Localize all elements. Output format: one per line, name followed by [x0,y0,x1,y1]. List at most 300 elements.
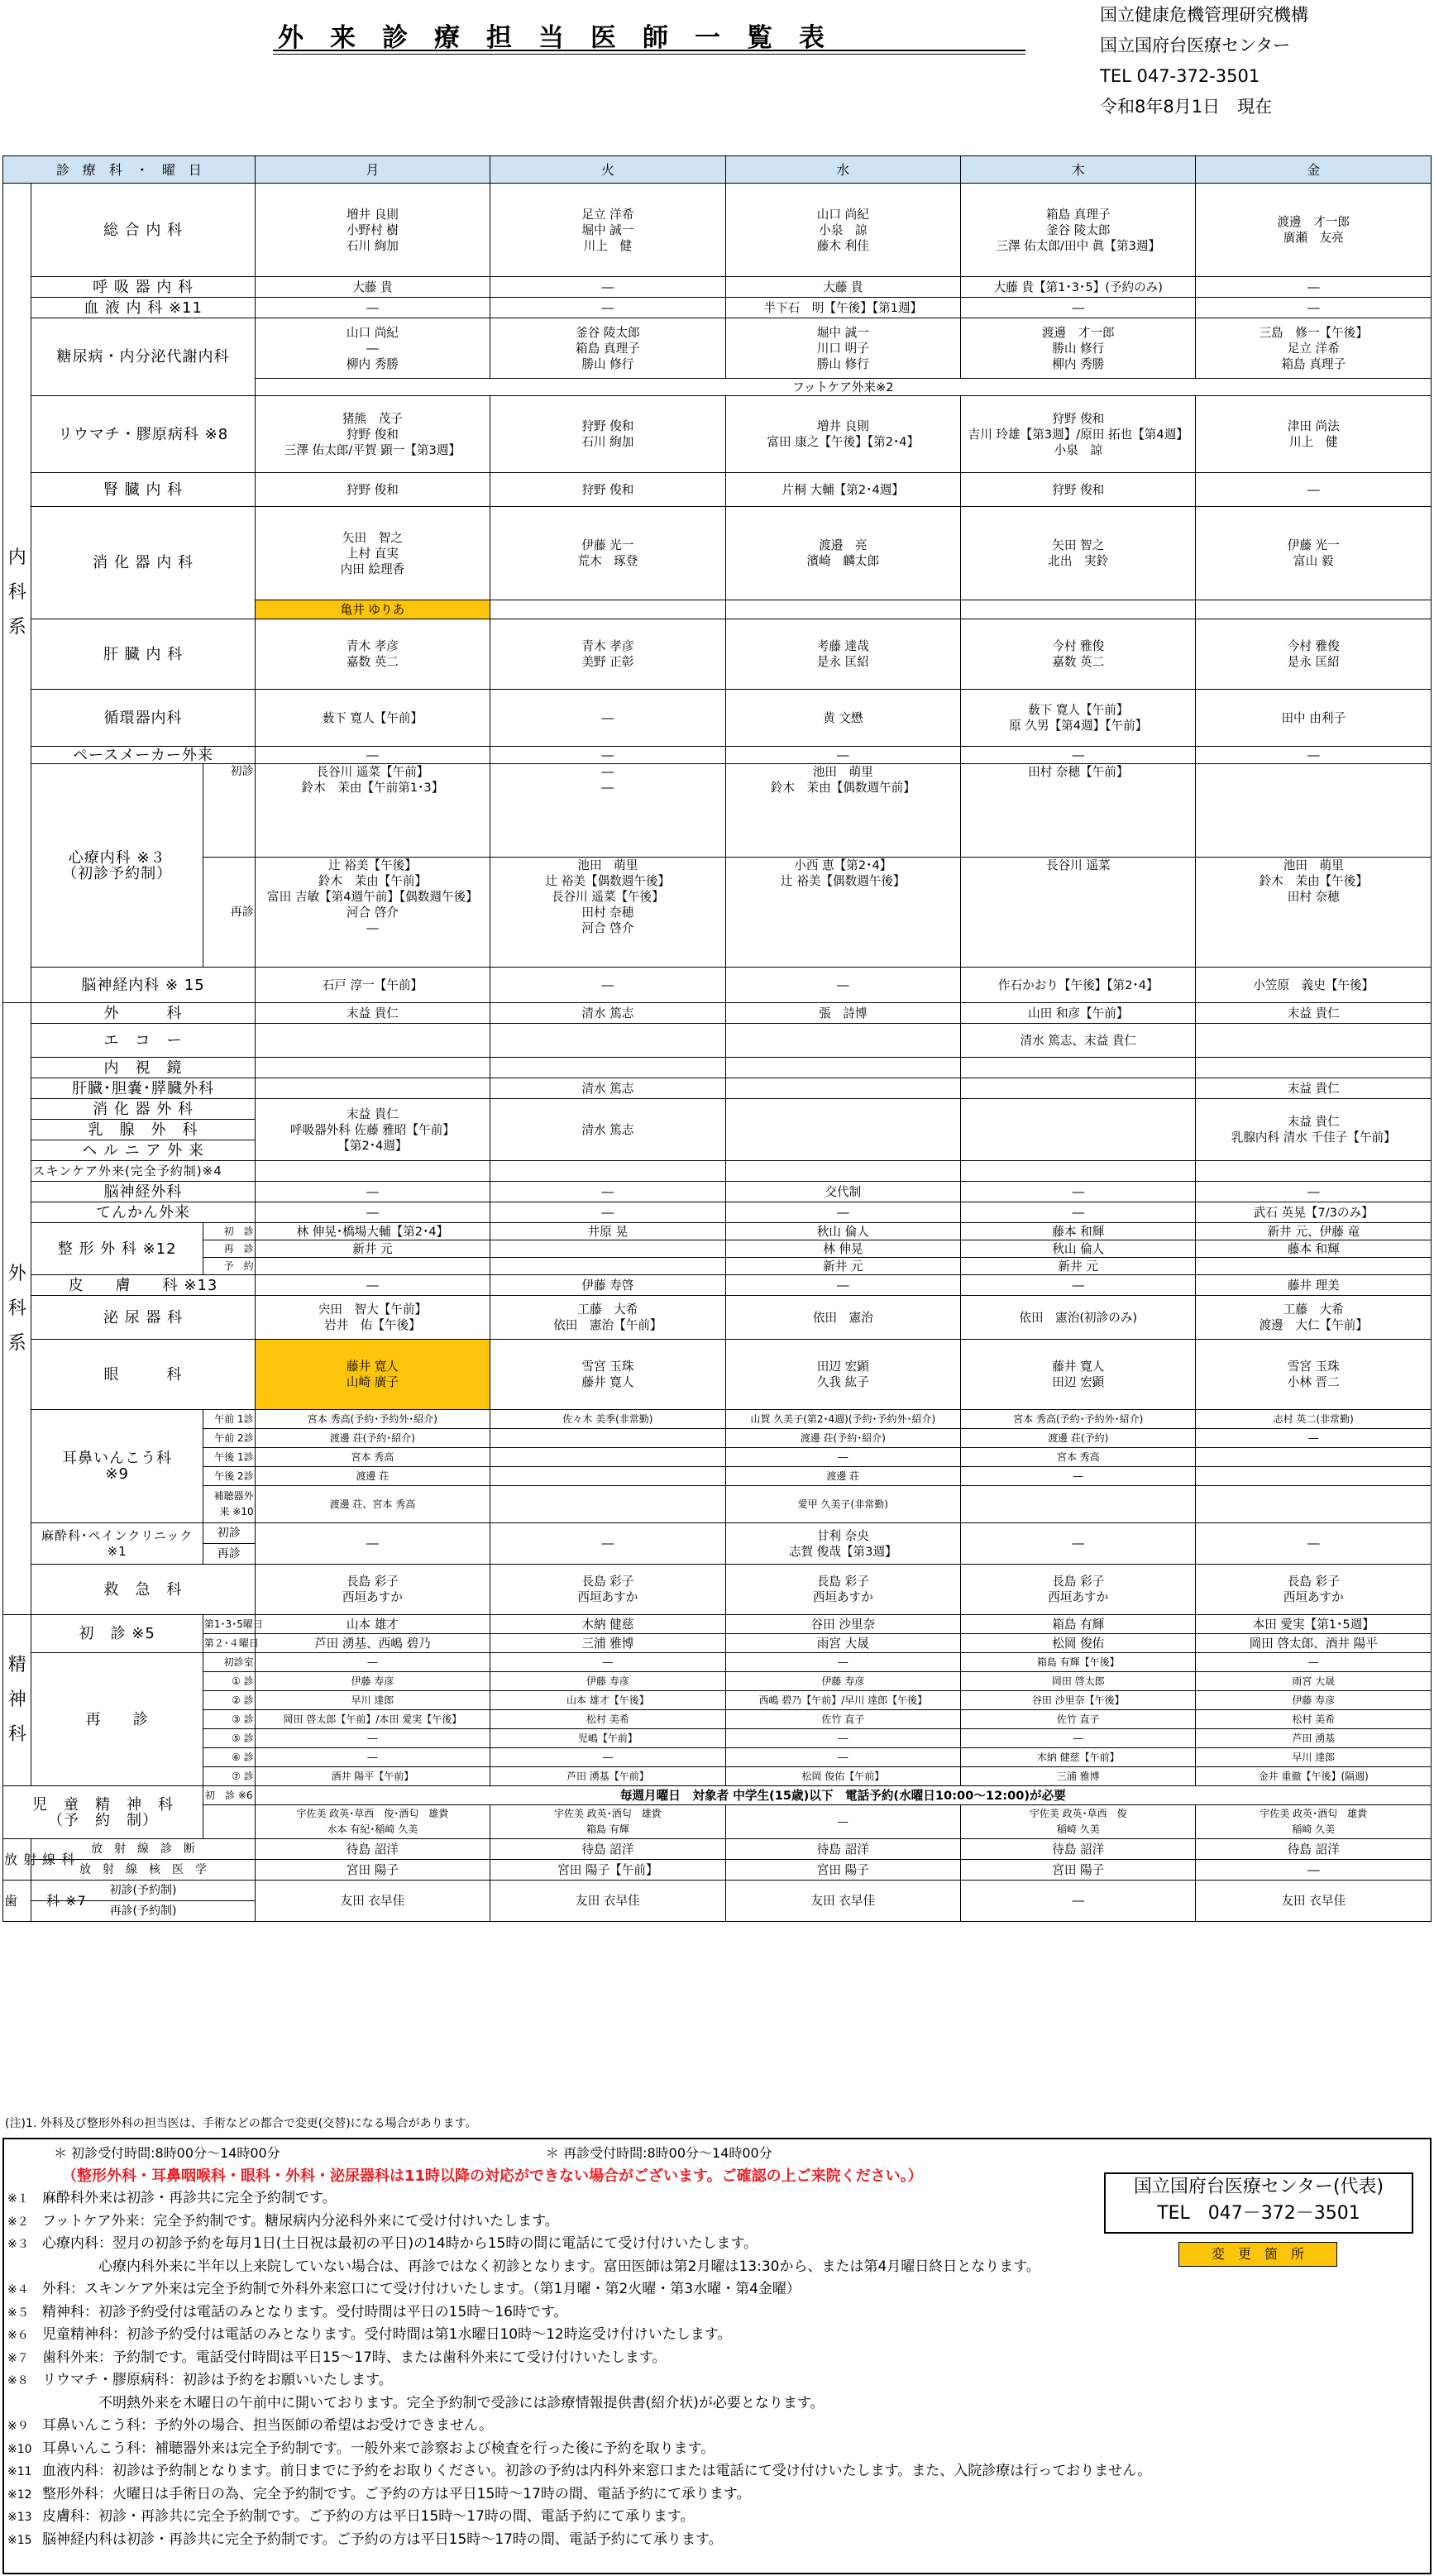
table-cell [1196,1058,1432,1078]
table-row [3,298,1432,318]
table-cell: 西嶋 碧乃【午前】/早川 達郎【午後】 [725,1691,960,1710]
table-cell: 考藤 達哉 是永 匡紹 [725,619,960,690]
table-cell [1196,1024,1432,1058]
table-cell: ― [725,747,960,764]
table-cell: 黄 文懋 [725,690,960,747]
table-row [3,1340,1432,1410]
note-number: ※１ [7,2192,29,2206]
dept-label: 泌 尿 器 科 [31,1296,255,1340]
table-cell: 井原 晃 [490,1223,725,1240]
note-number: ※８ [7,2374,29,2387]
table-cell [255,1258,490,1275]
sub-label: 午後 1診 [203,1448,255,1467]
group-label: 外 科 系 [3,1003,31,1615]
table-cell: 友田 衣早佳 [255,1881,490,1922]
table-cell: 青木 孝彦 美野 正彰 [490,619,725,690]
table-cell [961,1161,1196,1182]
table-cell: ― [255,1653,490,1672]
note-number: ※２ [7,2215,29,2229]
note-item [7,2189,337,2208]
table-cell: 岡田 啓太郎、酒井 陽平 [1196,1634,1432,1653]
table-row [3,1182,1432,1202]
table-cell: 薮下 寛人【午前】 原 久男【第4週】【午前】 [961,690,1196,747]
table-cell: 伊藤 光一 富山 毅 [1196,507,1432,600]
table-cell: 新井 元 [255,1240,490,1258]
sub-label: ⑤ 診 [203,1729,255,1748]
table-cell: 伊藤 寿彦 [1196,1691,1432,1710]
table-cell: 宮本 秀高 [961,1448,1196,1467]
table-cell: 武石 英晃【7/3のみ】 [1196,1202,1432,1223]
table-row [3,1058,1432,1078]
table-cell: 佐竹 直子 [961,1710,1196,1729]
table-row [3,1024,1432,1058]
dept-label: 初 診 ※5 [31,1615,203,1653]
table-cell: 渡邊 荘(予約･紹介) [725,1429,960,1448]
note-number: ※４ [7,2283,29,2296]
contact-center: 国立国府台医療センター(代表) [1133,2177,1384,2197]
table-cell [490,600,725,619]
table-row [3,1410,1432,1429]
table-cell: 末益 貴仁 呼吸器外科 佐藤 雅昭【午前】 【第2･4週】 [255,1099,490,1161]
table-cell: 松岡 俊佑【午前】 [725,1767,960,1786]
table-cell: 宇佐美 政英･酒匂 雄貴 箱島 有輝 [490,1805,725,1839]
table-cell: 末益 貴仁 乳腺内科 清水 千佳子【午前】 [1196,1099,1432,1161]
table-cell: 青木 孝彦 嘉数 英二 [255,619,490,690]
note-text: 耳鼻いんこう科：補聴器外来は完全予約制です。一般外来で診察および検査を行った後に予約を取ります。 [42,2440,715,2457]
table-cell: 増井 良則 小野村 樹 石川 絢加 [255,184,490,277]
table-row [3,1275,1432,1296]
sub-label: ⑥ 診 [203,1748,255,1767]
table-cell: ― [490,1748,725,1767]
note-text: 心療内科：翌月の初診予約を毎月1日(土日祝は最初の平日)の14時から15時の間に電話にて受け付けいたします。 [42,2235,758,2252]
table-row [3,968,1432,1003]
table-cell [1196,1161,1432,1182]
table-cell [490,1161,725,1182]
table-row [3,184,1432,277]
table-cell: 池田 萌里 鈴木 茉由【偶数週午前】 [725,764,960,858]
table-cell: 渡邊 才一郎 勝山 修行 柳内 秀勝 [961,318,1196,379]
table-cell: 友田 衣早佳 [1196,1881,1432,1922]
table-cell: 志村 英二(非常勤) [1196,1410,1432,1429]
table-cell: 三浦 雅博 [490,1634,725,1653]
table-cell: ― [961,298,1196,318]
table-cell: 箱島 有輝 [961,1615,1196,1634]
group-label: 精 神 科 [3,1615,31,1786]
table-cell: ― [490,1653,725,1672]
table-cell: 岡田 啓太郎 [961,1672,1196,1691]
table-cell: ― [961,1467,1196,1486]
dept-label: ペースメーカー外来 [31,747,255,764]
table-row [3,507,1432,600]
table-cell: 小西 恵【第2･4】 辻 裕美【偶数週午後】 [725,858,960,968]
table-cell: 秋山 倫人 [725,1223,960,1240]
table-cell: 芦田 湧基 [1196,1729,1432,1748]
table-cell: 山本 雄才【午後】 [490,1691,725,1710]
table-cell: 宮本 秀高(予約･予約外･紹介) [961,1410,1196,1429]
table-cell: 新井 元 [961,1258,1196,1275]
table-row [3,1078,1432,1099]
dept-label: 乳 腺 外 科 [31,1120,255,1140]
sub-label: 予 約 [203,1258,255,1275]
table-cell: 酒井 陽平【午前】 [255,1767,490,1786]
table-cell: 新井 元、伊藤 竜 [1196,1223,1432,1240]
table-cell [490,1467,725,1486]
table-cell: ― [961,747,1196,764]
table-cell: 渡邉 亮 濱崎 麟太郎 [725,507,960,600]
org-center: 国立国府台医療センター [1100,36,1291,55]
table-cell: ― [961,1523,1196,1565]
table-cell: ― [961,1182,1196,1202]
sub-label: 初診(予約制) [31,1881,255,1901]
table-cell: 木納 健慈【午前】 [961,1748,1196,1767]
table-row [3,1748,1432,1767]
table-cell: 作石かおり【午後】【第2･4】 [961,968,1196,1003]
table-cell: ― [1196,1182,1432,1202]
group-label: 内 科 系 [3,184,31,1003]
header-day: 水 [725,156,960,184]
table-cell [961,1078,1196,1099]
note-number: ※６ [7,2329,29,2342]
table-cell: ― [725,1202,960,1223]
note-text: 児童精神科：初診予約受付は電話のみとなります。受付時間は第1水曜日10時～12時迄受け付けいたします。 [42,2326,732,2343]
table-cell: 矢田 智之 上村 直実 内田 絵理香 [255,507,490,600]
table-cell: 木納 健慈 [490,1615,725,1634]
table-row [3,619,1432,690]
table-cell: 末益 貴仁 [255,1003,490,1024]
organization-block [1100,0,1308,122]
table-row [3,1767,1432,1786]
note-item [7,2440,715,2459]
table-cell [961,600,1196,619]
dept-label: 心療内科 ※３ （初診予約制） [31,764,203,968]
sub-label: 再診 [203,1544,255,1565]
table-cell: 待島 詔洋 [1196,1839,1432,1860]
dept-label: ヘ ル ニ ア 外 来 [31,1140,255,1161]
header-day: 月 [255,156,490,184]
sub-label: 初 診 [203,1223,255,1240]
table-row [3,1653,1432,1672]
table-row [3,764,1432,858]
table-cell [255,1078,490,1099]
table-cell: 宍田 智大【午前】 岩井 佑【午後】 [255,1296,490,1340]
table-cell: 渡邊 荘 [725,1467,960,1486]
table-row [3,1003,1432,1024]
header-dept: 診 療 科 ・ 曜 日 [3,156,256,184]
note-number: ※12 [7,2488,32,2502]
table-cell: 林 伸晃･橋場大輔【第2･4】 [255,1223,490,1240]
table-row [3,1099,1432,1120]
table-cell: 足立 洋希 堀中 誠一 川上 健 [490,184,725,277]
table-cell: 宮田 陽子 [725,1860,960,1881]
table-cell: ― [255,1729,490,1748]
table-cell: 宇佐美 政英･草西 俊 稲崎 久美 [961,1805,1196,1839]
table-cell [490,1240,725,1258]
table-cell: 矢田 智之 北出 実鈴 [961,507,1196,600]
dept-label: 児 童 精 神 科 （予 約 制） [3,1786,203,1839]
table-row [3,1296,1432,1340]
table-row [3,318,1432,379]
table-cell: 末益 貴仁 [1196,1078,1432,1099]
table-cell: ― [255,747,490,764]
note-item [7,2531,723,2550]
table-cell: ― [961,1881,1196,1922]
table-cell: 津田 尚法 川上 健 [1196,396,1432,473]
table-cell: 長島 彩子 西垣あすか [490,1565,725,1615]
table-cell: ― [725,1653,960,1672]
table-cell: 工藤 大希 渡邊 大仁【午前】 [1196,1296,1432,1340]
note-text: 整形外科：火曜日は手術日の為、完全予約制です。ご予約の方は平日15時～17時の間、電話予約にて承ります。 [42,2485,751,2502]
table-cell: 三浦 雅博 [961,1767,1196,1786]
dept-label: 再 診 [31,1653,203,1786]
table-row [3,690,1432,747]
table-cell: 長谷川 遥菜 [961,858,1196,968]
table-cell: 依田 憲治 [725,1296,960,1340]
table-cell: 張 詩博 [725,1003,960,1024]
table-cell [490,1486,725,1523]
table-row [3,1565,1432,1615]
table-cell: 狩野 俊和 [961,473,1196,507]
table-cell: 長島 彩子 西垣あすか [1196,1565,1432,1615]
note-text: リウマチ・膠原病科：初診は予約をお願いいたします。 [42,2372,393,2388]
table-cell: ― [1196,1653,1432,1672]
table-cell: ― [961,1275,1196,1296]
table-cell: 岡田 啓太郎【午前】/本田 愛実【午後】 [255,1710,490,1729]
table-cell: ― [1196,1860,1432,1881]
note-text: 不明熱外来を木曜日の午前中に開いております。完全予約制で受診には診療情報提供書(紹介状)が必要となります。 [42,2394,825,2411]
first-visit-hours: ＊ 初診受付時間:8時00分～14時00分 [54,2145,280,2161]
notes-panel [2,2138,1432,2574]
footcare-label: フットケア外来※2 [255,379,1431,396]
note-number: ※５ [7,2306,29,2320]
table-cell: ― [490,1182,725,1202]
table-cell: 田中 由利子 [1196,690,1432,747]
note-text: 外科：スキンケア外来は完全予約制で外科外来窓口にて受け付けいたします。（第1月曜・第2火曜・第3水曜・第4金曜） [42,2281,801,2297]
table-cell: 松村 美希 [1196,1710,1432,1729]
table-cell: 佐竹 直子 [725,1710,960,1729]
sub-label: 午前 1診 [203,1410,255,1429]
table-cell [725,1024,960,1058]
table-cell: 狩野 俊和 石川 絢加 [490,396,725,473]
table-cell: 藤井 寛人 山崎 廣子 [255,1340,490,1410]
table-cell [725,1078,960,1099]
dept-label: 消 化 器 内 科 [31,507,255,619]
table-cell: 宮本 秀高 [255,1448,490,1467]
dept-label: 麻酔科･ペインクリニック ※1 [31,1523,203,1565]
table-cell [490,1058,725,1078]
table-cell: 松岡 俊佑 [961,1634,1196,1653]
table-cell: 清水 篤志 [490,1099,725,1161]
table-row [3,1429,1432,1448]
table-row [3,1523,1432,1544]
note-item [7,2416,493,2435]
table-row [3,1805,1432,1839]
table-cell: ― [725,1748,960,1767]
table-cell: 伊藤 寿啓 [490,1275,725,1296]
table-cell [490,1258,725,1275]
note-item [7,2462,1151,2481]
table-cell: 愛甲 久美子(非常勤) [725,1486,960,1523]
dept-label: リウマチ・膠原病科 ※8 [31,396,255,473]
table-cell: 金井 重徹【午後】(隔週) [1196,1767,1432,1786]
table-cell: 大藤 貴 [255,277,490,298]
dept-label: 消 化 器 外 科 [31,1099,255,1120]
table-row [3,1202,1432,1223]
table-cell: 箱島 真理子 釜谷 陵太郎 三澤 佑太郎/田中 眞【第3週】 [961,184,1196,277]
sub-label: ① 診 [203,1672,255,1691]
change-legend: 変 更 箇 所 [1178,2242,1337,2267]
table-row [3,1672,1432,1691]
note-item [7,2234,758,2253]
dept-label: 皮 膚 科 ※13 [31,1275,255,1296]
table-cell [255,1024,490,1058]
dept-label: 肝臓･胆嚢･膵臓外科 [31,1078,255,1099]
dept-label: 腎 臓 内 科 [31,473,255,507]
sub-label: 第1･3･5曜日 [203,1615,255,1634]
table-cell: 狩野 俊和 [490,473,725,507]
dept-label: 肝 臓 内 科 [31,619,255,690]
sub-label: ⑦ 診 [203,1767,255,1786]
table-row [3,473,1432,507]
sub-label: ③ 診 [203,1710,255,1729]
table-cell: 谷田 沙里奈 [725,1615,960,1634]
table-cell: ― [255,1523,490,1565]
note-item [7,2303,568,2322]
note-item [7,2507,695,2526]
note-text: 歯科外来：予約制です。電話受付時間は平日15～17時、または歯科外来にて受け付けいたします。 [42,2349,667,2366]
dept-label: スキンケア外来(完全予約制)※4 [31,1161,255,1182]
table-cell: 長谷川 遥菜【午前】 鈴木 茉由【午前第1･3】 [255,764,490,858]
note-item [7,2212,559,2231]
footnote: (注)1. 外科及び整形外科の担当医は、手術などの都合で変更(交替)になる場合があります。 [5,2117,477,2130]
table-cell: ― [255,298,490,318]
table-cell: 新井 元 [725,1258,960,1275]
table-row [3,1881,1432,1901]
title-underline [273,50,1025,51]
table-cell: 宮田 陽子 [255,1860,490,1881]
table-cell: 待島 詔洋 [961,1839,1196,1860]
note-item [7,2371,393,2390]
note-text: 心療内科外来に半年以上来院していない場合は、再診ではなく初診となります。富田医師は第2月曜は13:30から、または第4月曜日終日となります。 [42,2258,1040,2275]
note-item [7,2349,667,2368]
table-cell: ― [255,1748,490,1767]
note-number: ※９ [7,2420,29,2433]
note-number: ※３ [7,2238,29,2251]
table-cell: ― [490,298,725,318]
table-cell: ― [1196,1523,1432,1565]
table-cell: 宇佐美 政英･酒匂 雄貴 稲崎 久美 [1196,1805,1432,1839]
title-underline-2 [273,54,1025,55]
sub-label: 初 診 ※6 [203,1786,255,1805]
table-cell: 山口 尚紀 小泉 諒 藤木 利佳 [725,184,960,277]
header-day: 金 [1196,156,1432,184]
dept-label: 脳神経外科 [31,1182,255,1202]
table-row [3,1258,1432,1275]
table-cell: 池田 萌里 辻 裕美【偶数週午後】 長谷川 遥菜【午後】 田村 奈穂 河合 啓介 [490,858,725,968]
table-cell: 山本 雄才 [255,1615,490,1634]
dept-label: 眼 科 [31,1340,255,1410]
dept-label: 循環器内科 [31,690,255,747]
table-cell: 渡邊 荘(予約) [961,1429,1196,1448]
sub-label: 初診 [203,764,255,858]
table-row [3,1710,1432,1729]
sub-label: 再診(予約制) [31,1901,255,1922]
table-cell: 本田 愛実【第1･5週】 [1196,1615,1432,1634]
table-cell [961,1099,1196,1161]
table-row [3,747,1432,764]
dept-label: 歯 科 ※7 [3,1881,31,1922]
table-cell: ― [490,1202,725,1223]
table-row [3,1839,1432,1860]
table-cell: 佐々木 美季(非常勤) [490,1410,725,1429]
dept-label: 救 急 科 [31,1565,255,1615]
table-cell: 片桐 大輔【第2･4週】 [725,473,960,507]
note-text: 血液内科：初診は予約制となります。前日までに予約をお取りください。初診の予約は内科外来窓口または電話にて受け付けいたします。また、入院診療は行っておりません。 [42,2463,1152,2479]
note-item [7,2485,751,2504]
table-cell: 待島 詔洋 [490,1839,725,1860]
header-day: 火 [490,156,725,184]
note-text: 脳神経内科は初診・再診共に完全予約制です。ご予約の方は平日15時～17時の間、電話予約にて承ります。 [42,2531,723,2548]
table-cell: ― [961,1729,1196,1748]
table-cell [1196,1486,1432,1523]
table-cell: ― ― [490,764,725,858]
table-cell [725,600,960,619]
table-cell: 藤井 寛人 田辺 宏顕 [961,1340,1196,1410]
table-cell: 藤井 理美 [1196,1275,1432,1296]
table-cell: ― [1196,473,1432,507]
table-cell: 芦田 湧基【午前】 [490,1767,725,1786]
org-tel: TEL 047-372-3501 [1100,66,1260,86]
table-cell: 松村 美希 [490,1710,725,1729]
warning-text: （整形外科・耳鼻咽喉科・眼科・外科・泌尿器科は11時以降の対応ができない場合がございます。ご確認の上ご来院ください。） [62,2167,923,2185]
dept-label: 整 形 外 科 ※12 [31,1223,203,1275]
table-cell: 伊藤 寿彦 [490,1672,725,1691]
table-cell: 山田 和彦【午前】 [961,1003,1196,1024]
note-number: ※10 [7,2442,32,2456]
table-cell: 釜谷 陵太郎 箱島 真理子 勝山 修行 [490,318,725,379]
table-cell: 藤本 和輝 [961,1223,1196,1240]
table-cell: 長島 彩子 西垣あすか [725,1565,960,1615]
table-row [3,1729,1432,1748]
table-cell: 箱島 有輝【午後】 [961,1653,1196,1672]
table-cell: ― [255,1182,490,1202]
note-number: ※13 [7,2511,32,2524]
dept-label: 耳鼻いんこう科 ※9 [31,1410,203,1523]
table-cell: 秋山 倫人 [961,1240,1196,1258]
table-cell: 依田 憲治(初診のみ) [961,1296,1196,1340]
dept-label: てんかん外来 [31,1202,255,1223]
table-cell: 渡邊 才一郎 廣瀬 友亮 [1196,184,1432,277]
table-cell: ― [1196,277,1432,298]
table-cell: 友田 衣早佳 [490,1881,725,1922]
table-cell: 山賀 久美子(第2･4週)(予約･予約外･紹介) [725,1410,960,1429]
dept-label: 糖尿病・内分泌代謝内科 [31,318,255,396]
table-cell: 交代制 [725,1182,960,1202]
table-cell: 石戸 淳一【午前】 [255,968,490,1003]
table-cell: ― [1196,1429,1432,1448]
table-cell: 薮下 寛人【午前】 [255,690,490,747]
table-row [3,1615,1432,1634]
table-cell: ― [725,1448,960,1467]
table-cell: 猪熊 茂子 狩野 俊和 三澤 佑太郎/平賀 顕一【第3週】 [255,396,490,473]
table-cell: 長島 彩子 西垣あすか [255,1565,490,1615]
table-cell: 芦田 湧基、西嶋 碧乃 [255,1634,490,1653]
table-cell: ― [725,1729,960,1748]
sub-label: 初診 [203,1523,255,1544]
sub-label: 午前 2診 [203,1429,255,1448]
dept-label: 放 射 線 科 [3,1839,31,1881]
sub-label: 放 射 線 核 医 学 [31,1860,255,1881]
table-cell [725,1058,960,1078]
